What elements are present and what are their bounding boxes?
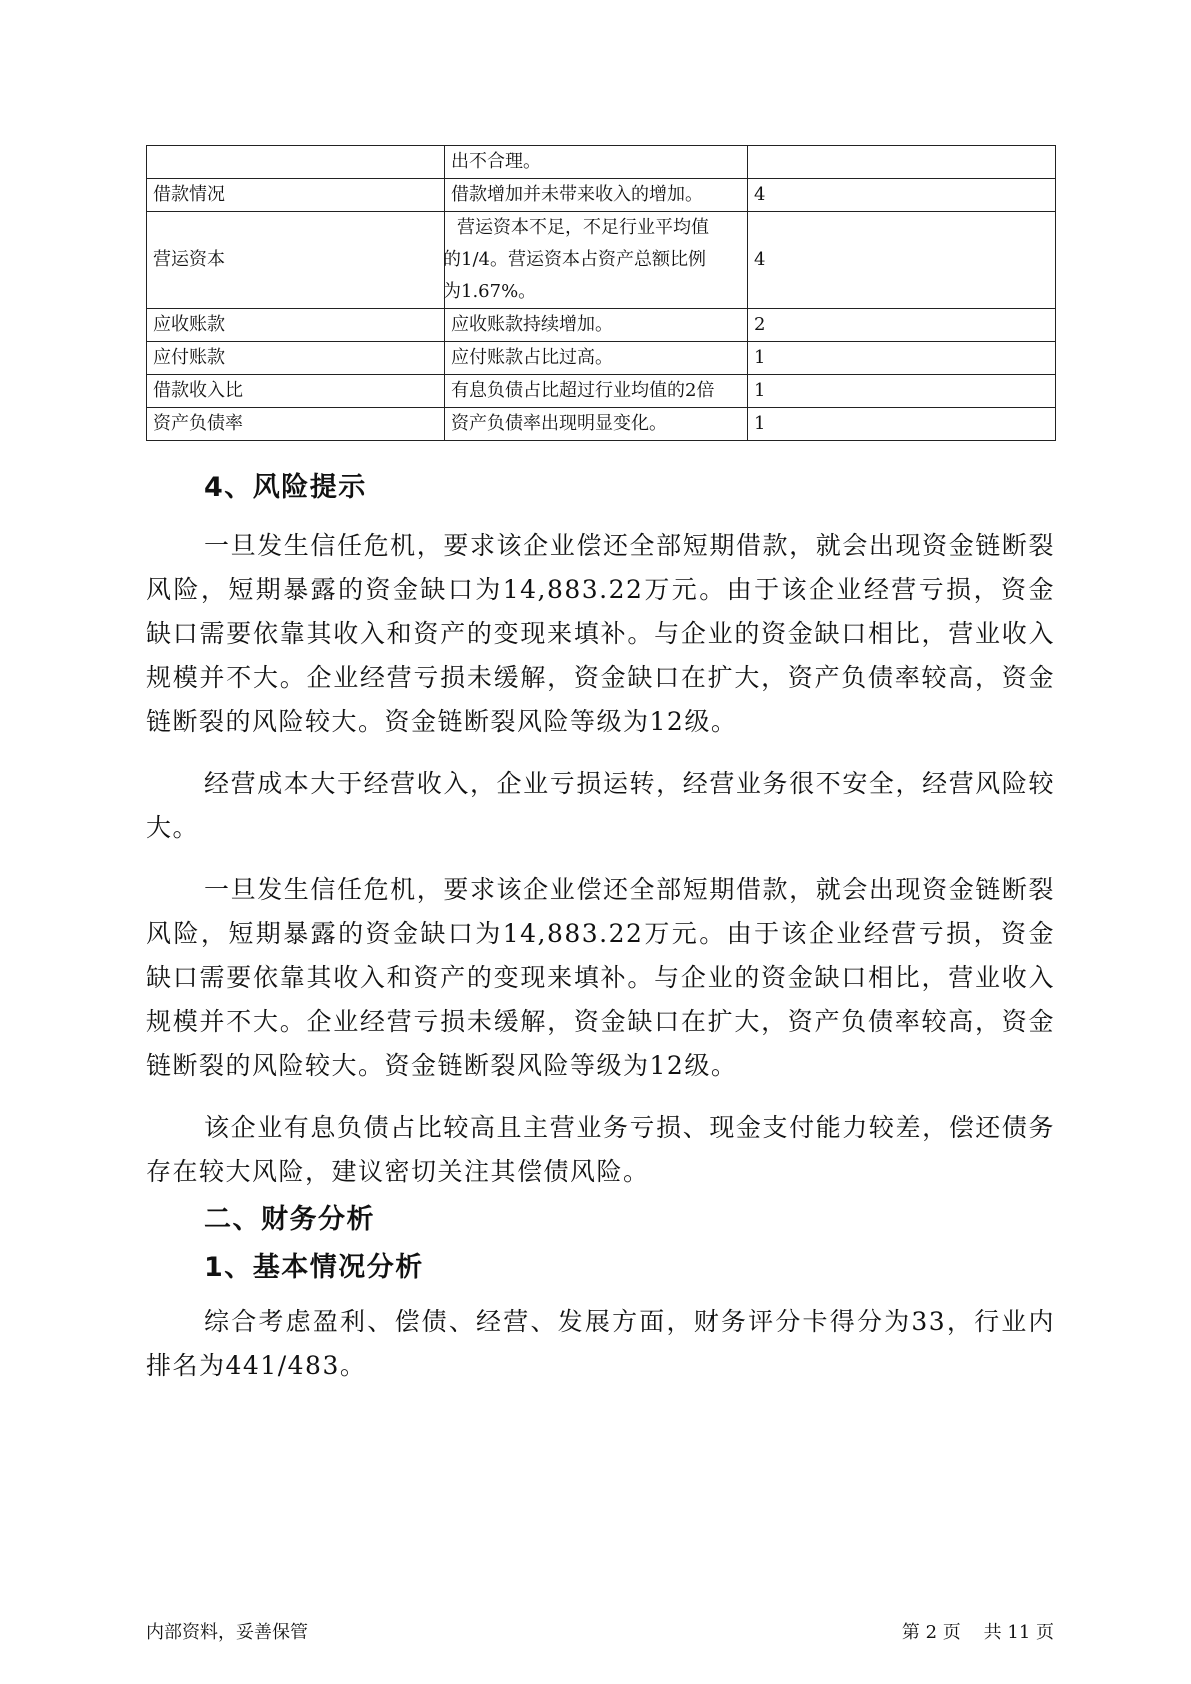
risk-score-cell: 2 — [748, 309, 1056, 342]
footer-page-number: 第 2 页 共 11 页 — [901, 1622, 1054, 1643]
risk-item-cell: 应付账款 — [147, 342, 445, 375]
risk-item-cell — [147, 146, 445, 179]
table-row — [147, 179, 1056, 212]
table-row — [147, 408, 1056, 441]
risk-score-cell: 1 — [748, 375, 1056, 408]
risk-desc-line: 应收账款持续增加。 — [451, 314, 613, 335]
table-row — [147, 212, 1056, 309]
risk-desc-line: 的1/4。营运资本占资产总额比例 — [443, 249, 706, 270]
risk-desc-line: 资产负债率出现明显变化。 — [451, 413, 667, 434]
section-heading-finance: 二、财务分析 — [204, 1204, 375, 1235]
paragraph: 一旦发生信任危机，要求该企业偿还全部短期借款，就会出现资金链断裂风险，短期暴露的资金缺口为14,883.22万元。由于该企业经营亏损，资金缺口需要依靠其收入和资产的变现来填补。与企业的资金缺口相比，营业收入规模并不大。企业经营亏损未缓解，资金缺口在扩大，资产负债率较高，资金链断裂的风险较大。资金链断裂风险等级为12级。 — [146, 531, 1055, 736]
risk-desc-line: 有息负债占比超过行业均值的2倍 — [451, 380, 715, 401]
section-heading-risk: 4、风险提示 — [204, 472, 367, 503]
risk-score-table — [146, 145, 1056, 441]
risk-score-cell: 1 — [748, 342, 1056, 375]
footer-confidential-note: 内部资料，妥善保管 — [146, 1622, 308, 1643]
risk-score-cell: 4 — [748, 212, 1056, 309]
table-row — [147, 309, 1056, 342]
risk-item-cell: 借款收入比 — [147, 375, 445, 408]
risk-desc-line: 营运资本不足，不足行业平均值 — [457, 217, 709, 238]
risk-item-cell: 资产负债率 — [147, 408, 445, 441]
risk-item-cell: 营运资本 — [147, 212, 445, 309]
risk-score-cell: 4 — [748, 179, 1056, 212]
table-row — [147, 146, 1056, 179]
subsection-heading-basic: 1、基本情况分析 — [204, 1252, 424, 1283]
paragraph: 一旦发生信任危机，要求该企业偿还全部短期借款，就会出现资金链断裂风险，短期暴露的资金缺口为14,883.22万元。由于该企业经营亏损，资金缺口需要依靠其收入和资产的变现来填补。与企业的资金缺口相比，营业收入规模并不大。企业经营亏损未缓解，资金缺口在扩大，资产负债率较高，资金链断裂的风险较大。资金链断裂风险等级为12级。 — [146, 875, 1055, 1080]
risk-desc-cell — [445, 309, 748, 342]
body-content — [146, 470, 1055, 1388]
risk-desc-cell — [445, 179, 748, 212]
risk-desc-cell — [445, 375, 748, 408]
paragraph: 综合考虑盈利、偿债、经营、发展方面，财务评分卡得分为33，行业内排名为441/483。 — [146, 1307, 1055, 1380]
risk-desc-line: 为1.67%。 — [443, 281, 537, 302]
paragraph: 经营成本大于经营收入，企业亏损运转，经营业务很不安全，经营风险较大。 — [146, 769, 1055, 842]
risk-desc-line: 出不合理。 — [451, 151, 541, 172]
table-row — [147, 375, 1056, 408]
risk-desc-cell — [445, 146, 748, 179]
risk-desc-line: 应付账款占比过高。 — [451, 347, 613, 368]
risk-item-cell: 应收账款 — [147, 309, 445, 342]
risk-score-cell: 1 — [748, 408, 1056, 441]
table-row — [147, 342, 1056, 375]
risk-score-cell — [748, 146, 1056, 179]
risk-item-cell: 借款情况 — [147, 179, 445, 212]
risk-desc-cell — [445, 408, 748, 441]
risk-desc-cell — [445, 212, 748, 309]
risk-desc-line: 借款增加并未带来收入的增加。 — [451, 184, 703, 205]
paragraph: 该企业有息负债占比较高且主营业务亏损、现金支付能力较差，偿还债务存在较大风险，建议密切关注其偿债风险。 — [146, 1113, 1055, 1186]
risk-desc-cell — [445, 342, 748, 375]
